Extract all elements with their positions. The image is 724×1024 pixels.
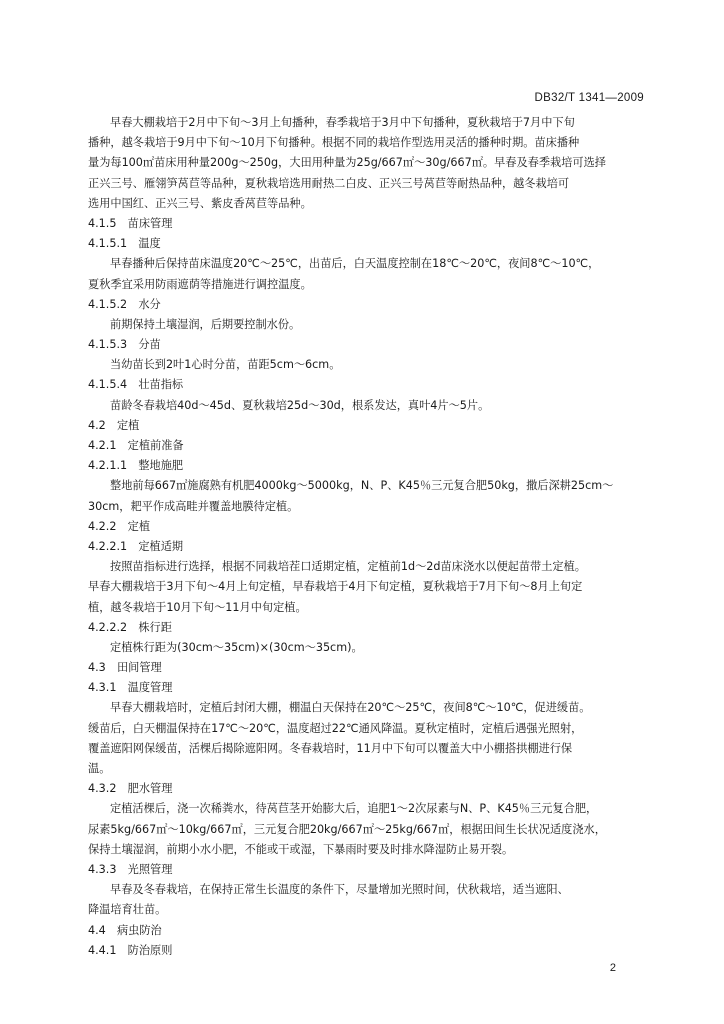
page-number: 2 [609, 962, 616, 974]
paragraph-line: 定植株行距为(30cm～35cm)×(30cm～35cm)。 [110, 640, 363, 654]
section-heading: 4.2.2.1 定植适期 [88, 539, 184, 553]
paragraph-line: 30cm，耙平作成高畦并覆盖地膜待定植。 [88, 499, 299, 513]
section-heading: 4.1.5 苗床管理 [88, 216, 173, 230]
section-heading: 4.1.5.1 温度 [88, 237, 161, 251]
paragraph-line: 苗龄冬春栽培40d～45d、夏秋栽培25d～30d，根系发达，真叶4片～5片。 [110, 398, 490, 412]
paragraph-line: 量为每100㎡苗床用种量200g～250g，大田用种量为25g/667㎡～30g/667㎡。早春及春季栽培可选择 [88, 156, 606, 170]
paragraph-line: 温。 [88, 762, 111, 775]
section-heading: 4.1.5.3 分苗 [88, 338, 161, 352]
paragraph-line: 早春及冬春栽培，在保持正常生长温度的条件下，尽量增加光照时间，伏秋栽培，适当遮阳、 [110, 883, 569, 897]
paragraph-line: 选用中国红、正兴三号、紫皮香莴苣等品种。 [88, 196, 312, 210]
paragraph-line: 覆盖遮阳网保缓苗，活棵后揭除遮阳网。冬春栽培时，11月中下旬可以覆盖大中小棚搭拱棚进行保 [88, 741, 573, 755]
paragraph-line: 整地前每667㎡施腐熟有机肥4000kg～5000kg，N、P、K45％三元复合肥50kg，撒后深耕25cm～ [110, 479, 614, 493]
section-heading: 4.2 定植 [88, 418, 140, 432]
paragraph-line: 当幼苗长到2叶1心时分苗，苗距5cm～6cm。 [110, 358, 341, 372]
section-heading: 4.2.1.1 整地施肥 [88, 459, 184, 473]
section-heading: 4.4 病虫防治 [88, 923, 162, 937]
paragraph-line: 尿素5kg/667㎡～10kg/667㎡，三元复合肥20kg/667㎡～25kg/667㎡，根据田间生长状况适度浇水， [88, 822, 606, 836]
standard-number: DB32/T 1341—2009 [534, 92, 644, 104]
paragraph-line: 早春播种后保持苗床温度20℃～25℃，出苗后，白天温度控制在18℃～20℃，夜间8℃～10℃， [110, 257, 600, 271]
section-heading: 4.3.3 光照管理 [88, 862, 173, 876]
section-heading: 4.2.2 定植 [88, 519, 151, 533]
section-heading: 4.3 田间管理 [88, 661, 162, 675]
paragraph-line: 前期保持土壤湿润，后期要控制水份。 [110, 317, 301, 331]
paragraph-line: 正兴三号、雁翎笋莴苣等品种，夏秋栽培选用耐热二白皮、正兴三号莴苣等耐热品种，越冬栽培可 [88, 176, 570, 190]
section-heading: 4.4.1 防治原则 [88, 943, 173, 957]
paragraph-line: 保持土壤湿润，前期小水小肥，不能或干或湿，下暴雨时要及时排水降湿防止易开裂。 [88, 842, 514, 856]
paragraph-line: 早春大棚栽培于2月中下旬～3月上旬播种，春季栽培于3月中下旬播种，夏秋栽培于7月中下旬 [110, 116, 575, 129]
section-heading: 4.2.1 定植前准备 [88, 439, 184, 452]
paragraph-line: 缓苗后，白天棚温保持在17℃～20℃，温度超过22℃通风降温。夏秋定植时，定植后遇强光照射， [88, 721, 583, 735]
section-heading: 4.2.2.2 株行距 [88, 620, 172, 634]
section-heading: 4.3.1 温度管理 [88, 681, 173, 695]
paragraph-line: 植，越冬栽培于10月下旬～11月中旬定植。 [88, 600, 307, 614]
document-body [88, 113, 640, 961]
paragraph-line: 夏秋季宜采用防雨遮荫等措施进行调控温度。 [88, 277, 312, 291]
paragraph-line: 播种，越冬栽培于9月中下旬～10月下旬播种。根据不同的栽培作型选用灵活的播种时期。苗床播种 [88, 136, 580, 150]
section-heading: 4.1.5.4 壮苗指标 [88, 378, 184, 392]
paragraph-line: 早春大棚栽培时，定植后封闭大棚，棚温白天保持在20℃～25℃，夜间8℃～10℃，促进缓苗。 [110, 701, 591, 715]
paragraph-line: 按照苗指标进行选择，根据不同栽培茬口适期定植，定植前1d～2d苗床浇水以便起苗带土定植。 [110, 560, 586, 574]
paragraph-line: 早春大棚栽培于3月下旬～4月上旬定植，早春栽培于4月下旬定植，夏秋栽培于7月下旬～8月上旬定 [88, 580, 583, 594]
paragraph-line: 定植活棵后，浇一次稀粪水，待莴苣茎开始膨大后，追肥1～2次尿素与N、P、K45％三元复合肥， [110, 802, 598, 816]
paragraph-line: 降温培育壮苗。 [88, 903, 167, 917]
section-heading: 4.3.2 肥水管理 [88, 782, 173, 796]
section-heading: 4.1.5.2 水分 [88, 297, 161, 311]
